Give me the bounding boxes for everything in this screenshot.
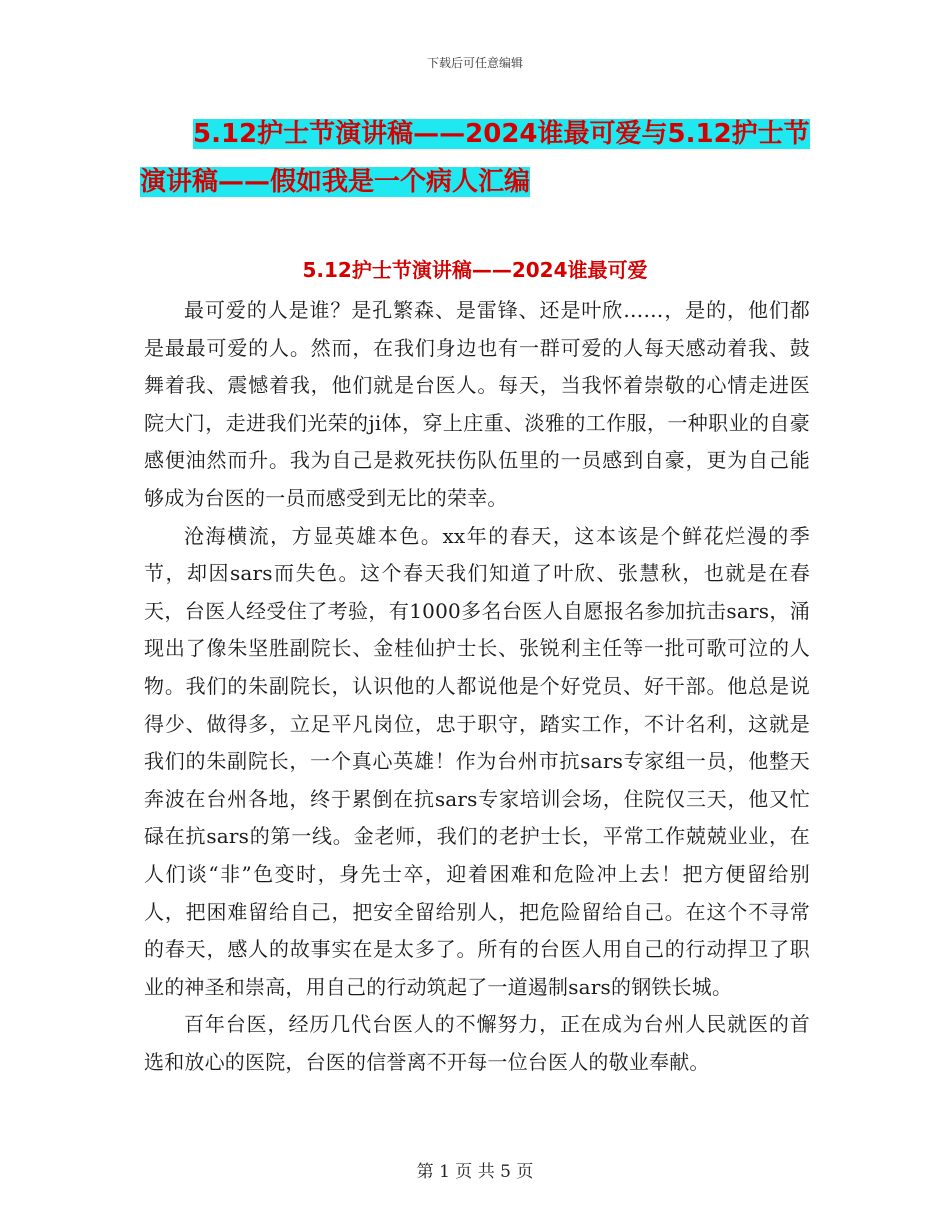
title-line-1 xyxy=(140,110,820,158)
body-text xyxy=(144,292,810,1081)
title-line-2 xyxy=(140,158,820,206)
section-title: 5.12护士节演讲稿——2024谁最可爱 xyxy=(302,258,648,282)
header-note: 下载后可任意编辑 xyxy=(426,56,523,70)
paragraph-1: 最可爱的人是谁？是孔繁森、是雷锋、还是叶欣……，是的，他们都是最最可爱的人。然而，在我们身边也有一群可爱的人每天感动着我、鼓舞着我、震憾着我，他们就是台医人。每天，当我怀着崇敬的心情走进医院大门，走进我们光荣的ji体，穿上庄重、淡雅的工作服，一种职业的自豪感便油然而升。我为自己是救死扶伤队伍里的一员感到自豪，更为自己能够成为台医的一员而感受到无比的荣幸。 xyxy=(144,298,810,510)
paragraph-3: 百年台医，经历几代台医人的不懈努力，正在成为台州人民就医的首选和放心的医院，台医的信誉离不开每一位台医人的敬业奉献。 xyxy=(144,1012,810,1074)
title-line-1-text: 5.12护士节演讲稿——2024谁最可爱与5.12护士节 xyxy=(193,119,810,149)
page-footer: 第 1 页 共 5 页 xyxy=(416,1162,534,1182)
document-title xyxy=(140,110,820,206)
title-line-2-text: 演讲稿——假如我是一个病人汇编 xyxy=(140,167,531,197)
paragraph-2: 沧海横流，方显英雄本色。xx年的春天，这本该是个鲜花烂漫的季节，却因sars而失色。这个春天我们知道了叶欣、张慧秋，也就是在春天，台医人经受住了考验，有1000多名台医人自愿报名参加抗击sars，涌现出了像朱坚胜副院长、金桂仙护士长、张锐利主任等一批可歌可泣的人物。我们的朱副院长，认识他的人都说他是个好党员、好干部。他总是说得少、做得多，立足平凡岗位，忠于职守，踏实工作，不计名利，这就是我们的朱副院长，一个真心英雄！作为台州市抗sars专家组一员，他整天奔波在台州各地，终于累倒在抗sars专家培训会场，住院仅三天，他又忙碌在抗sars的第一线。金老师，我们的老护士长，平常工作兢兢业业，在人们谈“非”色变时，身先士卒，迎着困难和危险冲上去！把方便留给别人，把困难留给自己，把安全留给别人，把危险留给自己。在这个不寻常的春天，感人的故事实在是太多了。所有的台医人用自己的行动捍卫了职业的神圣和崇高，用自己的行动筑起了一道遏制sars的钢铁长城。 xyxy=(144,523,810,999)
